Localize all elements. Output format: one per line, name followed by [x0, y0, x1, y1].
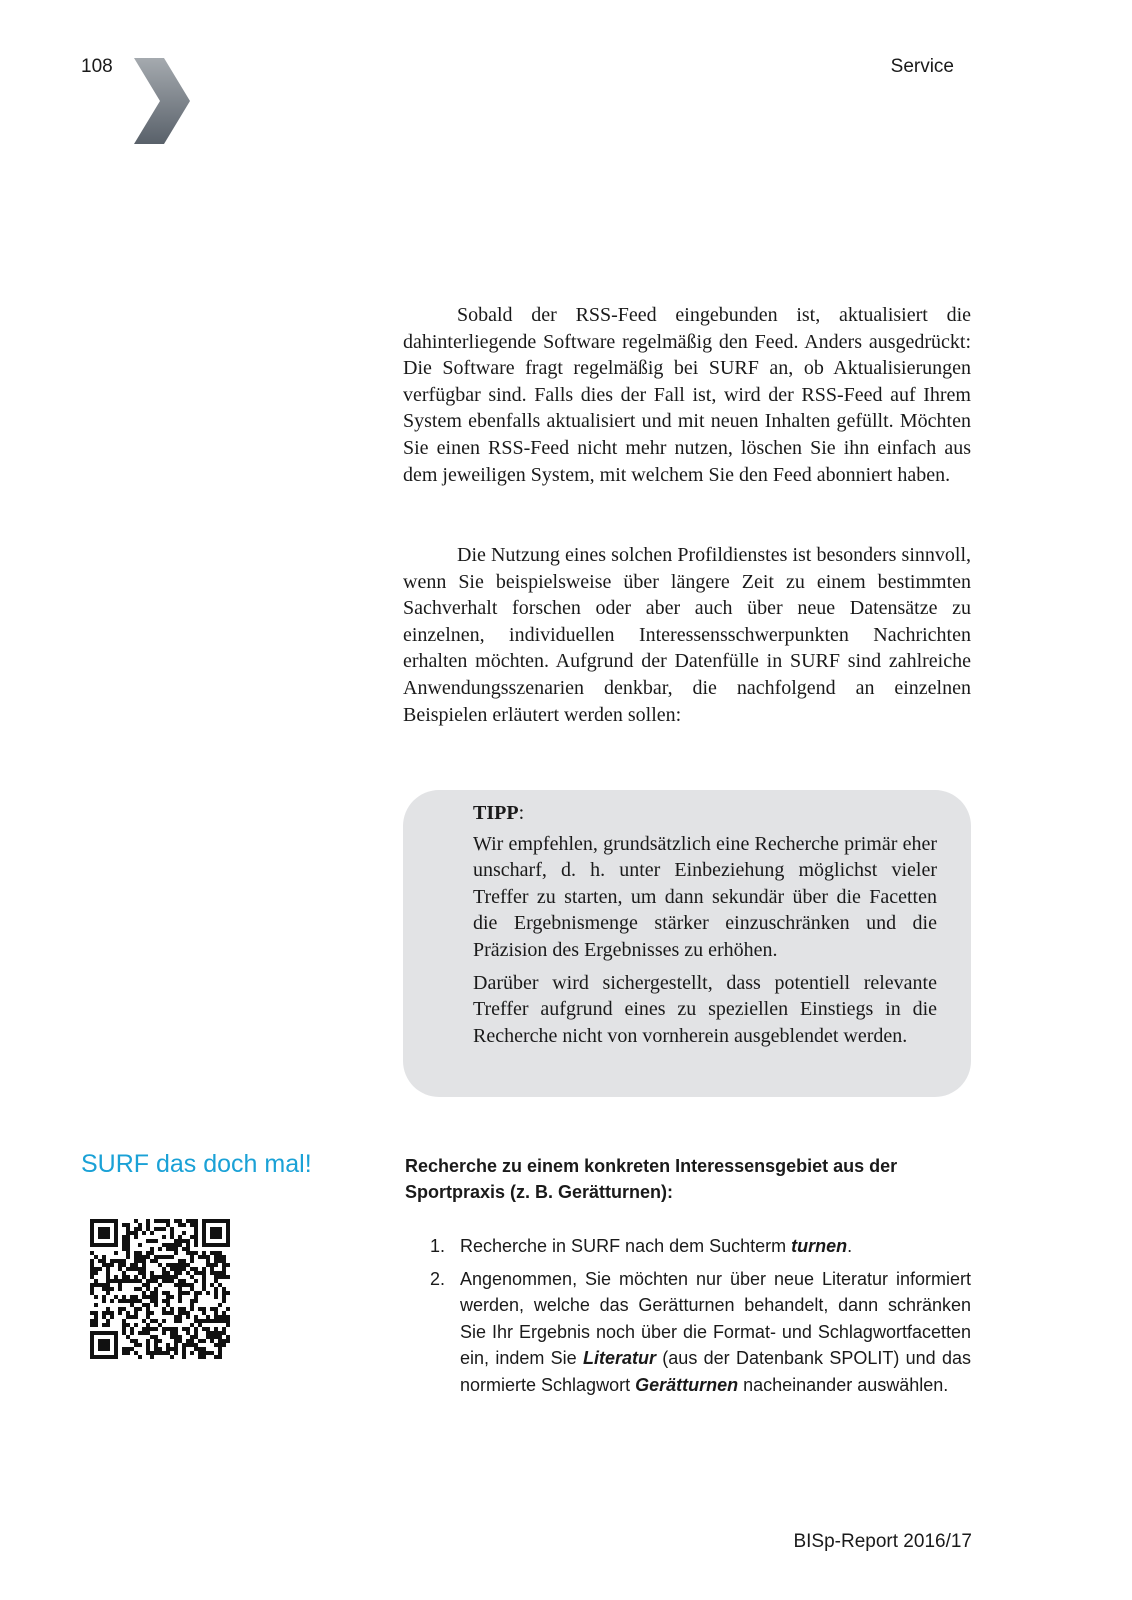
step-number: 2. — [430, 1268, 446, 1289]
tip-box — [403, 790, 971, 1097]
qr-code-icon[interactable] — [90, 1219, 230, 1359]
step-text: Recherche in SURF nach dem Suchterm — [460, 1236, 792, 1256]
step-text: nacheinander auswählen. — [738, 1374, 949, 1395]
example-steps — [405, 1233, 971, 1404]
keyword-term: Gerätturnen — [635, 1374, 739, 1395]
step-text: . — [847, 1236, 853, 1256]
chevron-arrow-icon — [134, 58, 190, 144]
format-term: Literatur — [582, 1348, 656, 1368]
step-number: 1. — [430, 1236, 446, 1256]
body-paragraph-1: Sobald der RSS-Feed eingebunden ist, aktualisiert die dahinterliegende Software regelmäßig den Feed. Anders ausgedrückt: Die Software fragt regelmäßig bei SURF an, ob Aktualisierungen verfügbar sind. Falls dies der Fall ist, wird der RSS-Feed auf Ihrem System ebenfalls aktualisiert und mit neuen Inhalten gefüllt. Möchten Sie einen RSS-Feed nicht mehr nutzen, löschen Sie ihn einfach aus dem jeweiligen System, mit welchem Sie den Feed abonniert haben. — [403, 304, 971, 486]
tip-paragraph-2: Darüber wird sichergestellt, dass potentiell relevante Treffer aufgrund eines zu speziellen Einstiegs in die Recherche nicht von vornherein ausgeblendet werden. — [473, 971, 937, 1047]
list-item — [405, 1233, 971, 1260]
footer-report: BISp-Report 2016/17 — [793, 1531, 972, 1552]
tip-paragraph-1: Wir empfehlen, grundsätzlich eine Recherche primär eher unscharf, d. h. unter Einbeziehung möglichst vieler Treffer zu starten, um dann sekundär über die Facetten die Ergebnismenge stärker einzuschränken und die Präzision des Ergebnisses zu erhöhen. — [473, 832, 937, 961]
tip-colon: : — [518, 802, 525, 824]
page-number: 108 — [81, 56, 113, 77]
step-text: Angenommen, Sie möchten nur über neue Literatur informiert werden, welche das Gerätturnen behandelt, dann schränken Sie Ihr Ergebnis noch über die Format- und Schlagwortfacetten ein, indem Sie — [460, 1268, 971, 1368]
tip-label: TIPP — [473, 802, 519, 824]
tip-heading — [473, 800, 937, 827]
sidebar-title: SURF das doch mal! — [81, 1150, 312, 1178]
list-item — [405, 1266, 971, 1399]
section-title: Service — [890, 56, 954, 77]
search-term: turnen — [791, 1236, 848, 1256]
step-text: (aus der Datenbank SPOLIT) und das normierte Schlagwort — [460, 1348, 971, 1395]
example-heading: Recherche zu einem konkreten Interessensgebiet aus der Sportpraxis (z. B. Gerätturnen): — [405, 1156, 898, 1202]
body-paragraph-2: Die Nutzung eines solchen Profildienstes ist besonders sinnvoll, wenn Sie beispielsweise über längere Zeit zu einem bestimmten Sachverhalt forschen oder aber auch über neue Datensätze zu einzelnen, individuellen Interessensschwerpunkten Nachrichten erhalten möchten. Aufgrund der Datenfülle in SURF sind zahlreiche Anwendungsszenarien denkbar, die nachfolgend an einzelnen Beispielen erläutert werden sollen: — [403, 544, 971, 726]
